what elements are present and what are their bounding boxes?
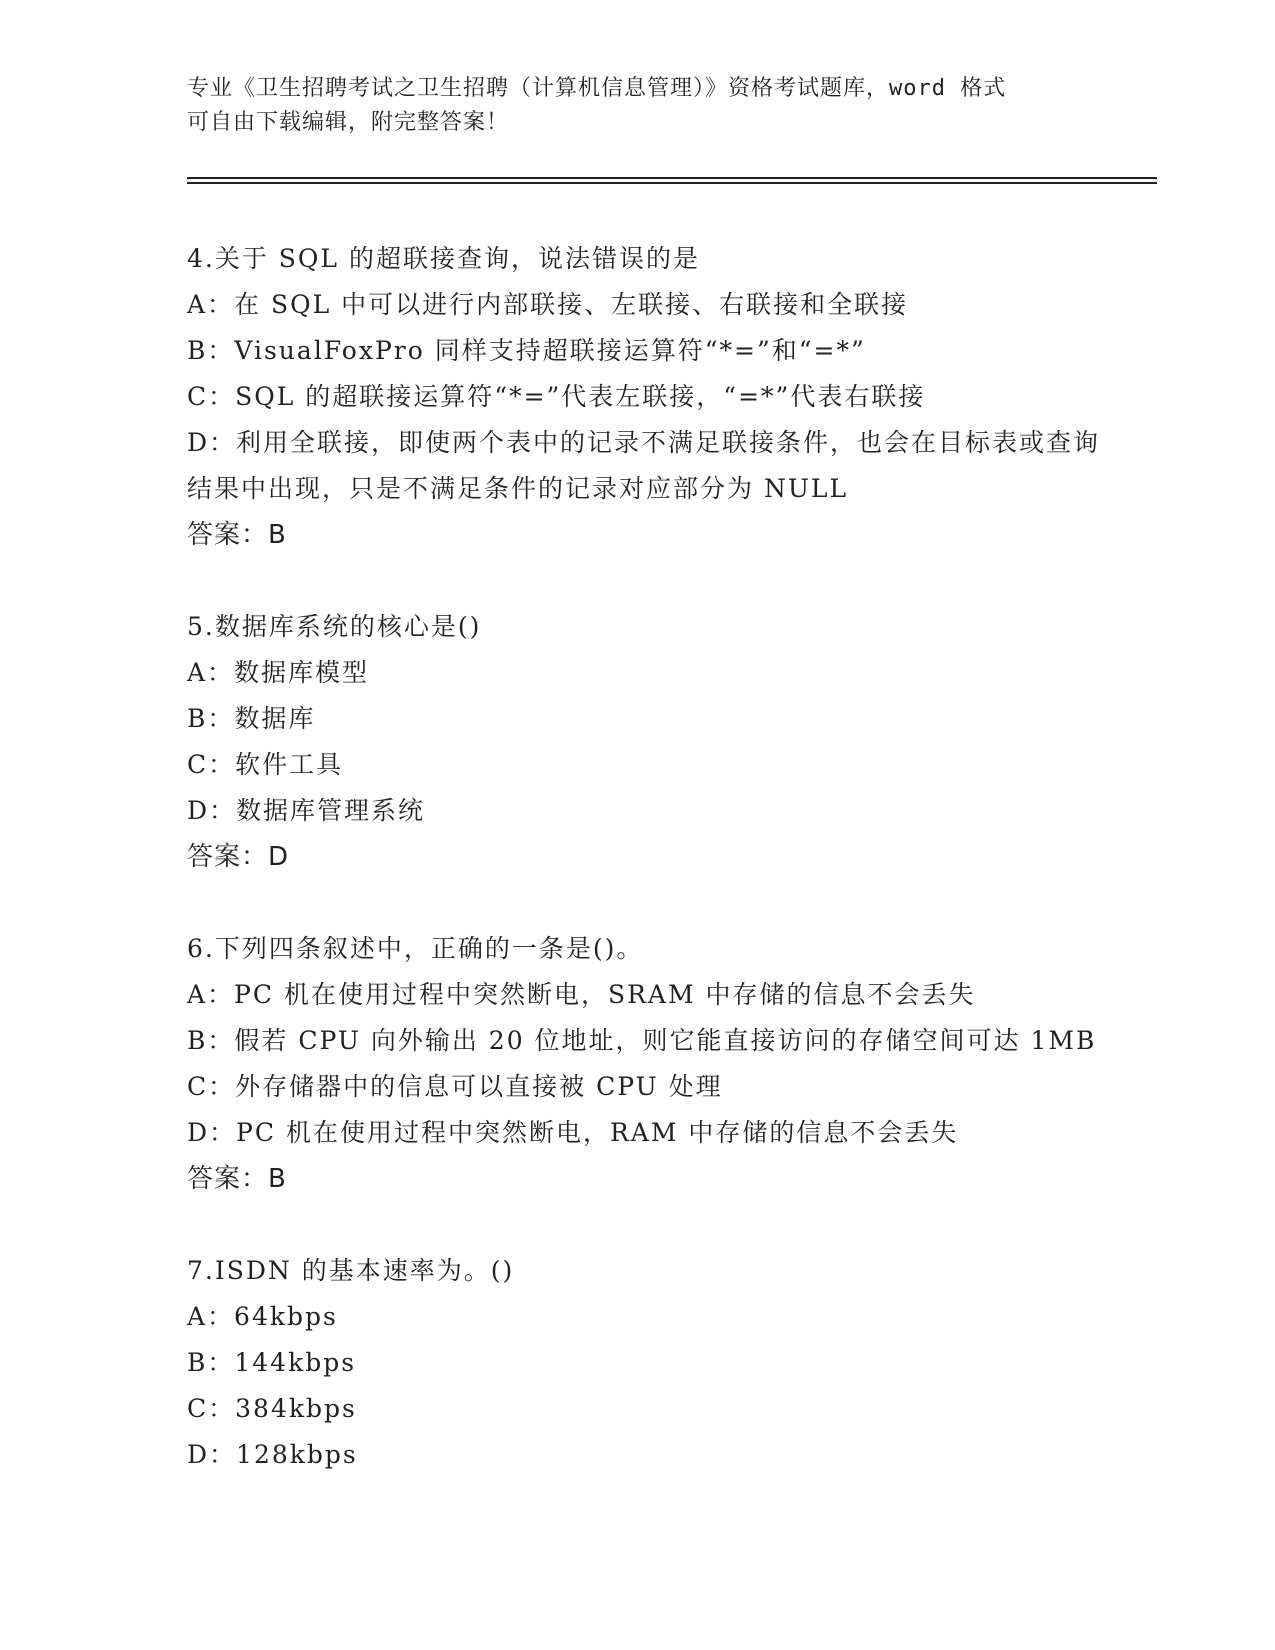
header-line-2: 可自由下载编辑，附完整答案！ <box>187 110 510 135</box>
option-b: B：VisualFoxPro 同样支持超联接运算符“*=”和“=*” <box>187 336 866 365</box>
header-line-1: 专业《卫生招聘考试之卫生招聘（计算机信息管理）》资格考试题库，word 格式 <box>187 76 1007 101</box>
answer-line: 答案：D <box>187 842 290 872</box>
option-d: D：128kbps <box>187 1440 358 1469</box>
option-c: C：384kbps <box>187 1394 357 1423</box>
option-d: D：PC 机在使用过程中突然断电，RAM 中存储的信息不会丢失 <box>187 1118 959 1147</box>
question-5 <box>187 604 1127 880</box>
header-divider-top <box>187 177 1157 179</box>
question-stem: 5.数据库系统的核心是() <box>187 612 482 641</box>
option-a: A：PC 机在使用过程中突然断电，SRAM 中存储的信息不会丢失 <box>187 980 976 1009</box>
question-stem: 7.ISDN 的基本速率为。() <box>187 1256 515 1285</box>
option-d: D：利用全联接，即使两个表中的记录不满足联接条件，也会在目标表或查询结果中出现，只是不满足条件的记录对应部分为 NULL <box>187 428 1101 503</box>
option-b: B：假若 CPU 向外输出 20 位地址，则它能直接访问的存储空间可达 1MB <box>187 1026 1097 1055</box>
question-stem: 6.下列四条叙述中，正确的一条是()。 <box>187 934 644 963</box>
option-a: A：在 SQL 中可以进行内部联接、左联接、右联接和全联接 <box>187 290 909 319</box>
question-list <box>187 236 1127 1524</box>
option-b: B：数据库 <box>187 704 316 733</box>
question-6 <box>187 926 1127 1202</box>
question-7 <box>187 1248 1127 1478</box>
option-d: D：数据库管理系统 <box>187 796 426 825</box>
question-4 <box>187 236 1127 558</box>
answer-line: 答案：B <box>187 520 287 550</box>
option-c: C：SQL 的超联接运算符“*=”代表左联接，“=*”代表右联接 <box>187 382 926 411</box>
option-b: B：144kbps <box>187 1348 357 1377</box>
header-divider-bottom <box>187 182 1157 184</box>
document-header <box>187 72 1087 140</box>
option-c: C：软件工具 <box>187 750 344 779</box>
option-c: C：外存储器中的信息可以直接被 CPU 处理 <box>187 1072 723 1101</box>
question-stem: 4.关于 SQL 的超联接查询，说法错误的是 <box>187 244 700 273</box>
option-a: A：数据库模型 <box>187 658 370 687</box>
option-a: A：64kbps <box>187 1302 338 1331</box>
answer-line: 答案：B <box>187 1164 287 1194</box>
